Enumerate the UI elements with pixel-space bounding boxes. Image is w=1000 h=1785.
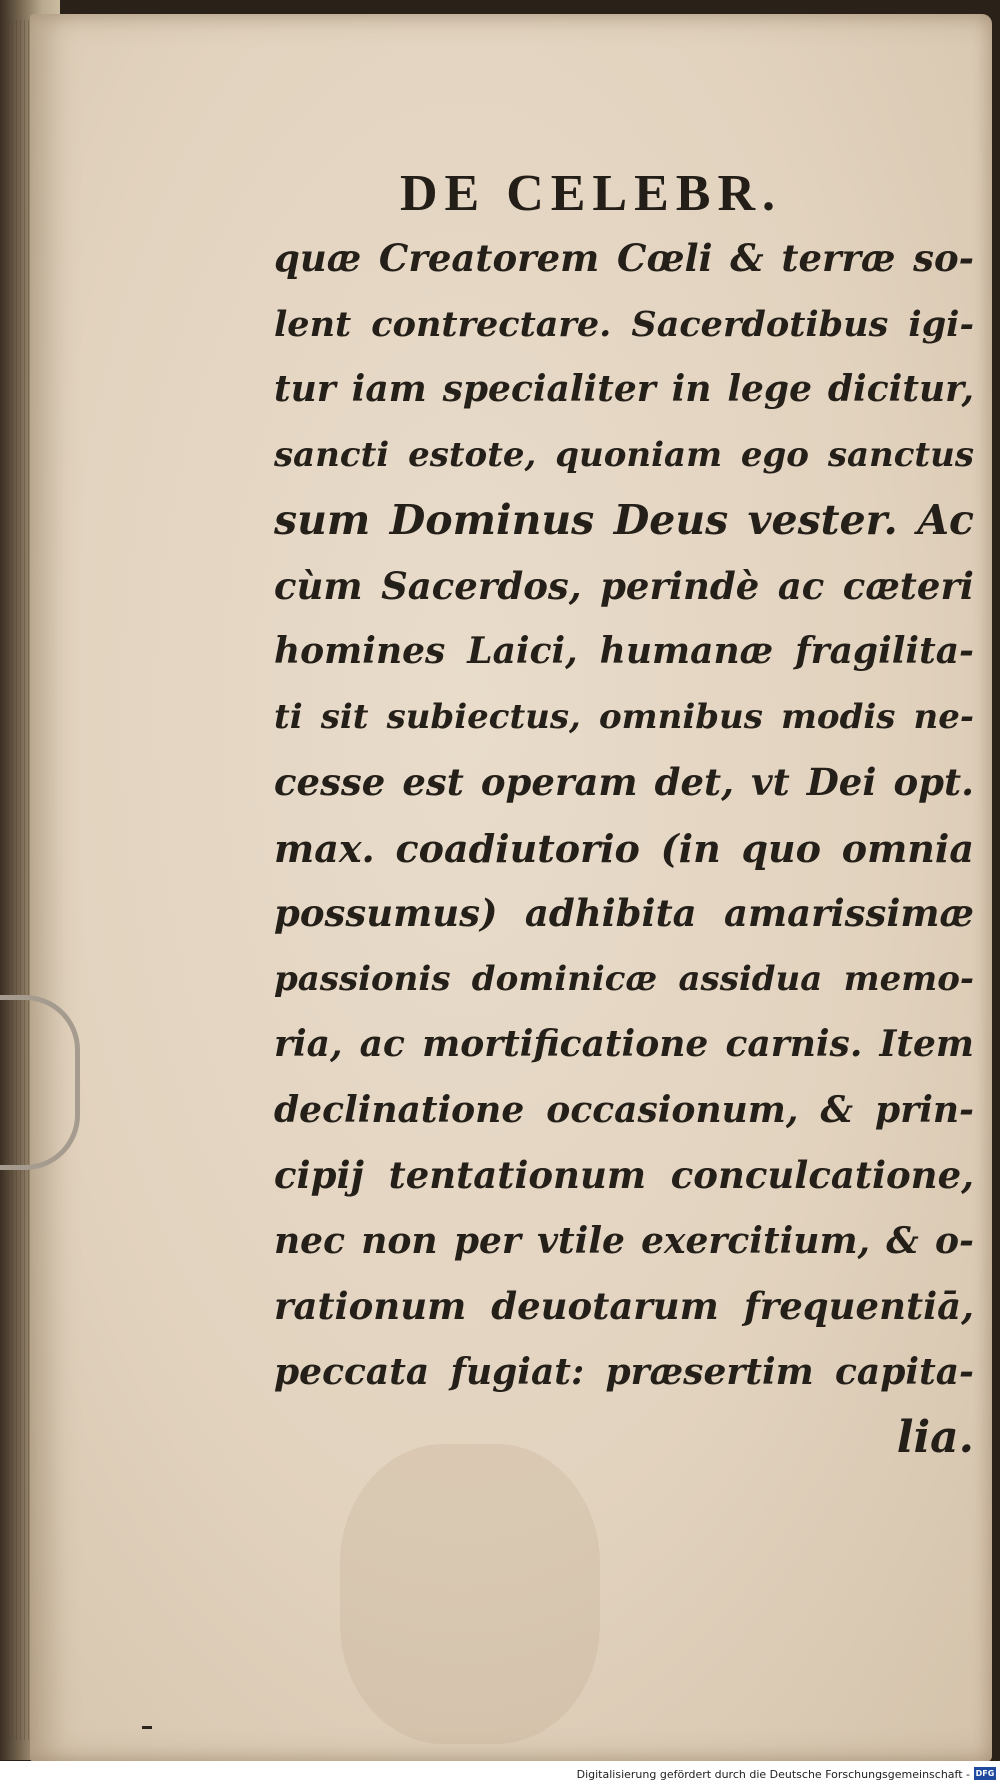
text-line: passionis dominicæ assidua memo- [274,958,974,999]
text-line: nec non per vtile exercitium, & o- [274,1219,974,1262]
ink-mark [142,1726,152,1729]
digitization-credit: Digitalisierung gefördert durch die Deutsche Forschungsgemeinschaft - [576,1768,970,1781]
dfg-logo-icon: DFG [975,1769,995,1778]
text-line: lia. [896,1412,974,1463]
text-line: cipij tentationum conculcatione, [274,1153,974,1197]
text-line: cùm Sacerdos, perindè ac cæteri [274,563,974,608]
text-line: declinatione occasionum, & prin- [274,1088,974,1131]
text-line: possumus) adhibita amarissimæ [274,891,974,935]
digitization-footer [0,1761,1000,1785]
text-line: sum Dominus Deus vester. Ac [274,496,974,544]
page-stack-lines [8,20,30,1740]
text-line: rationum deuotarum frequentiā, [274,1284,974,1328]
text-line: lent contrectare. Sacerdotibus igi- [274,303,974,345]
text-line: cesse est operam det, vt Dei opt. [274,760,974,804]
text-line: homines Laici, humanæ fragilita- [274,630,974,672]
text-line: max. coadiutorio (in quo omnia [274,825,974,871]
book-page [30,14,992,1762]
text-line: quæ Creatorem Cœli & terræ so- [274,236,974,280]
text-line: ti sit subiectus, omnibus modis ne- [274,696,974,737]
paper-stain [340,1444,600,1744]
body-text [274,226,974,1471]
text-line: sancti estote, quoniam ego sanctus [274,434,974,475]
book-clasp [0,995,80,1170]
text-line: peccata fugiat: præsertim capita- [274,1350,974,1393]
running-head: DE CELEBR. [399,165,783,222]
text-line: tur iam specialiter in lege dicitur, [274,368,974,410]
text-line: ria, ac mortificatione carnis. Item [274,1023,974,1065]
